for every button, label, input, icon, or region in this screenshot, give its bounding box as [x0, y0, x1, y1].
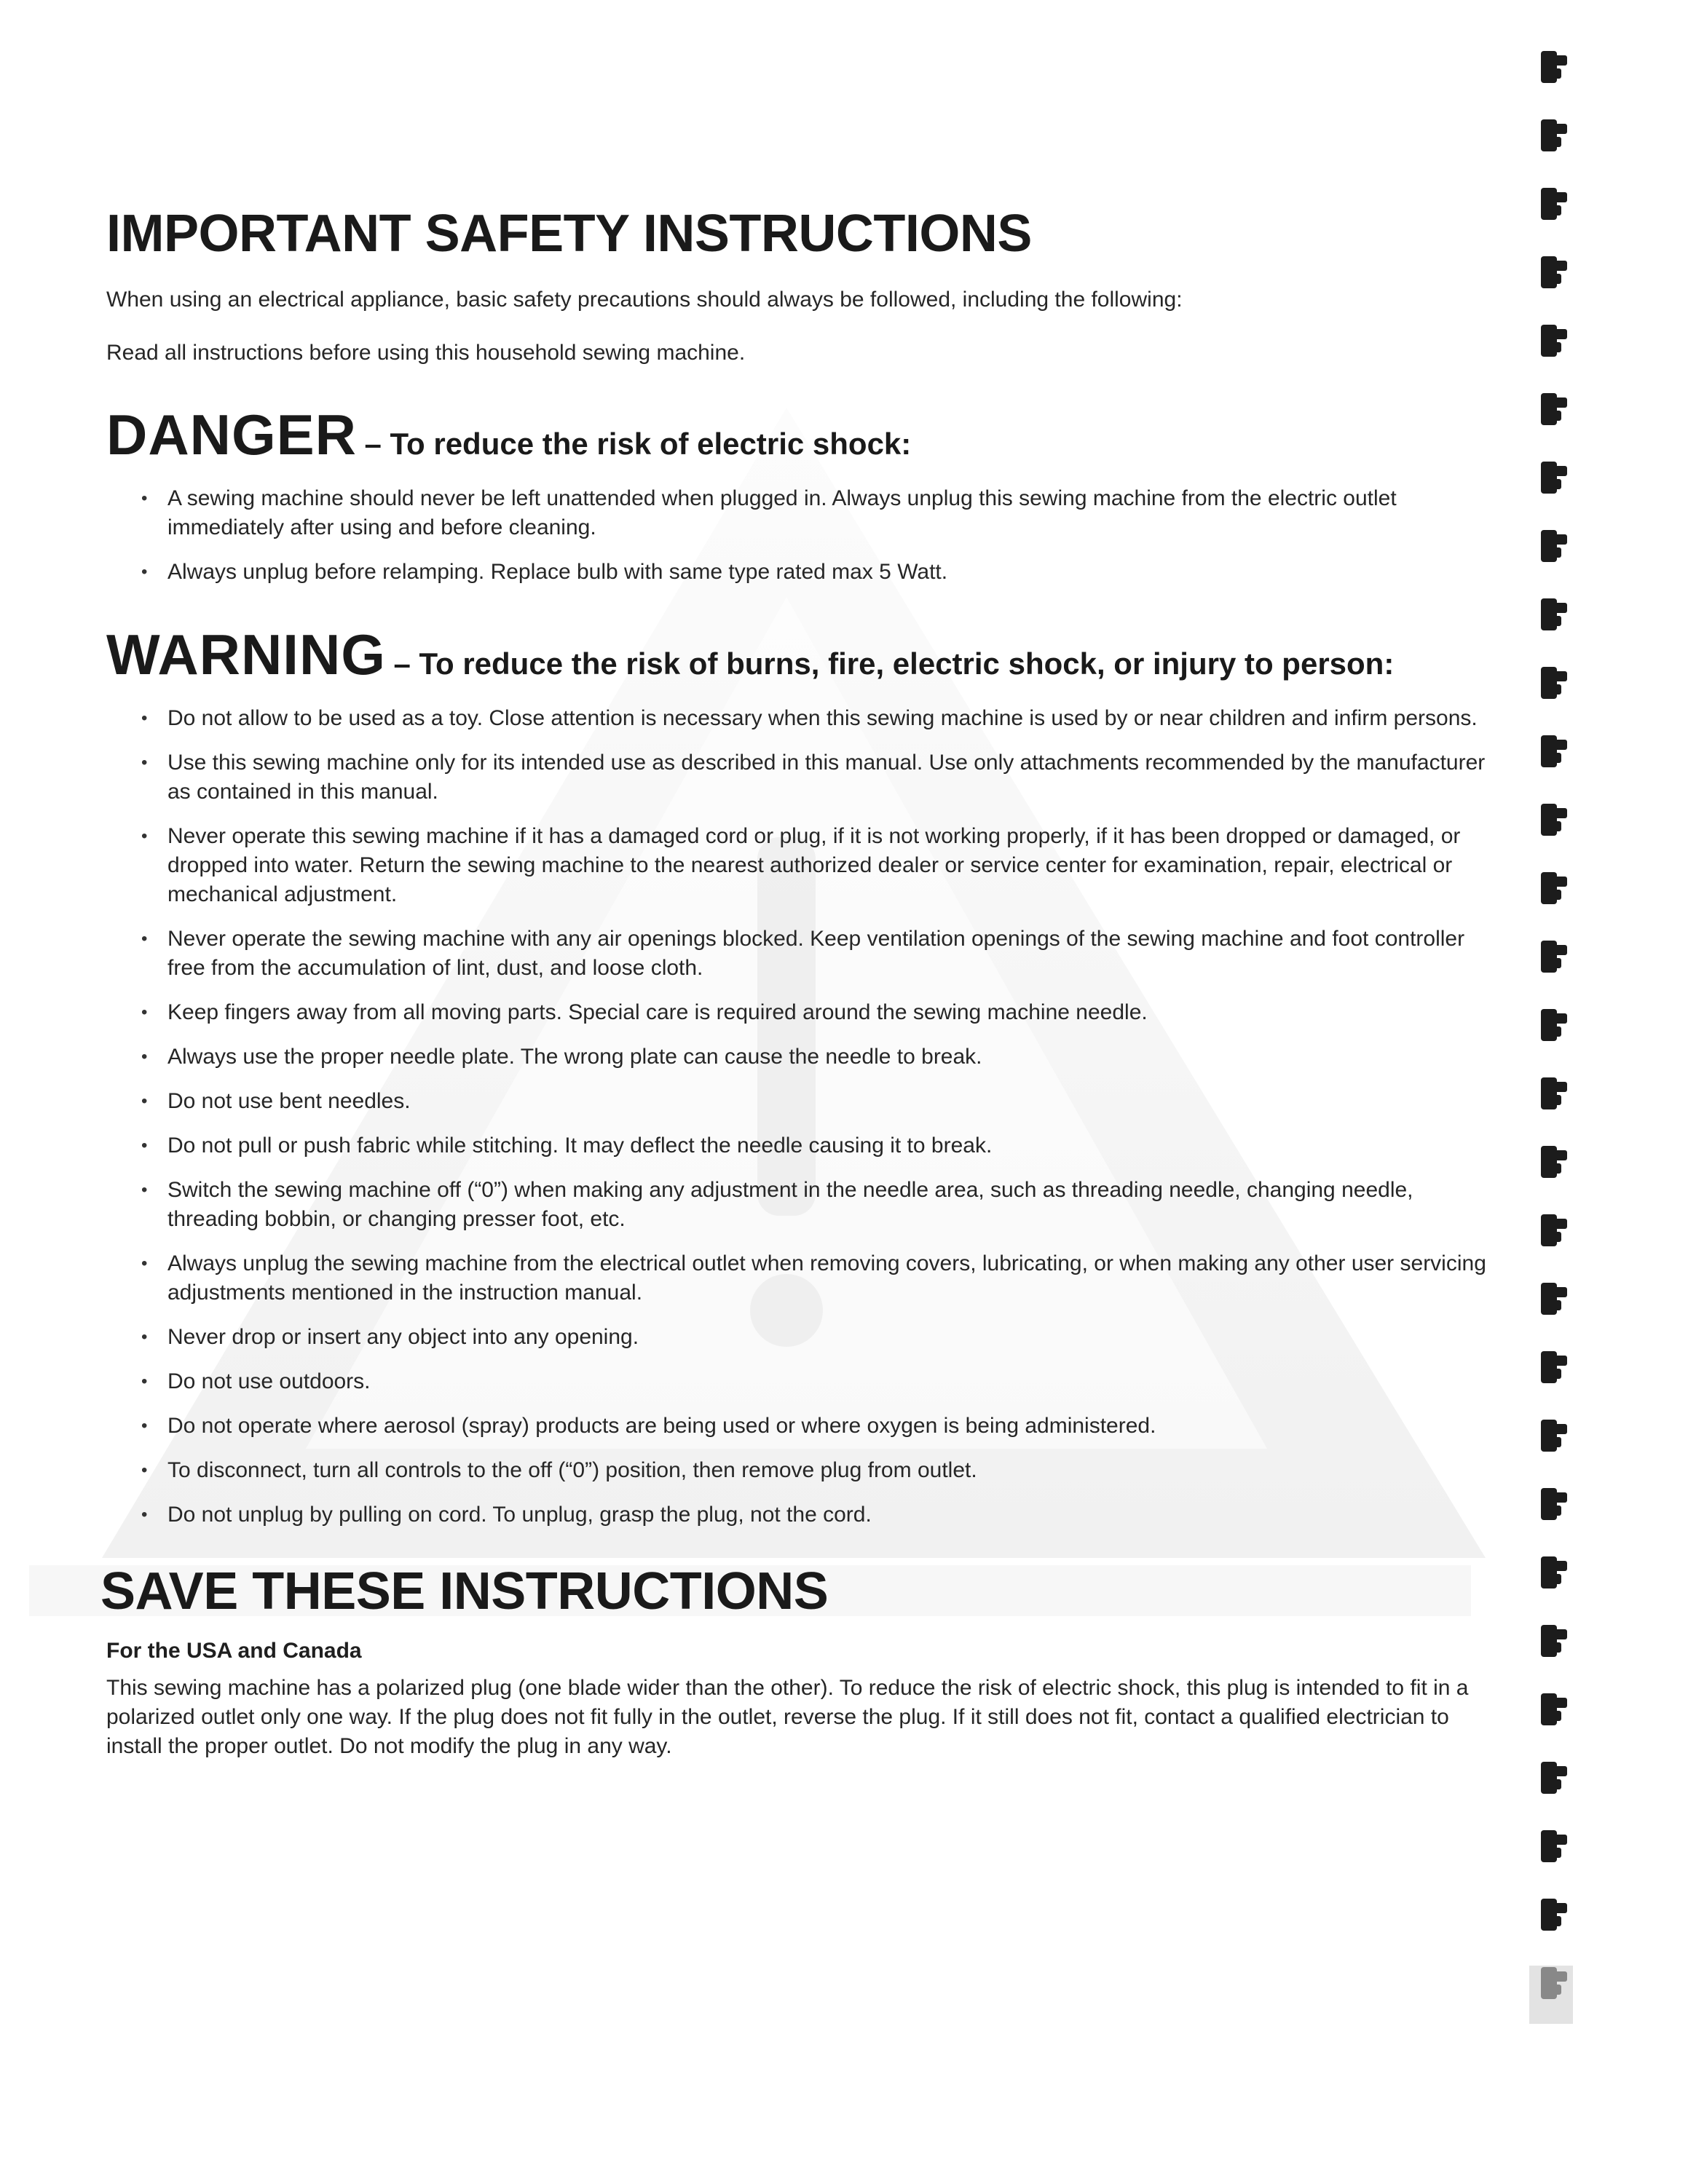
- binding-ring: [1541, 462, 1567, 494]
- list-item: • Switch the sewing machine off (“0”) when making any adjustment in the needle area, such as threading needle, changing needle, threading bobbin, or changing presser foot, etc.: [141, 1176, 1490, 1234]
- binding-shadow: [1529, 1966, 1573, 2024]
- binding-ring: [1541, 51, 1567, 83]
- binding-ring: [1541, 1556, 1567, 1588]
- warning-heading: [106, 622, 1490, 688]
- binding-ring: [1541, 1625, 1567, 1657]
- list-item: • Always unplug before relamping. Replace bulb with same type rated max 5 Watt.: [141, 558, 1490, 587]
- binding-ring: [1541, 804, 1567, 836]
- binding-ring: [1541, 1146, 1567, 1178]
- binding-ring: [1541, 188, 1567, 220]
- binding-ring: [1541, 530, 1567, 562]
- list-item: • Do not allow to be used as a toy. Close attention is necessary when this sewing machine is used by or near children and infirm persons.: [141, 704, 1490, 733]
- warning-word: WARNING: [106, 622, 386, 687]
- binding-ring: [1541, 941, 1567, 973]
- list-item: • Do not pull or push fabric while stitching. It may deflect the needle causing it to break.: [141, 1131, 1490, 1160]
- warning-list: [106, 704, 1490, 1530]
- list-item: • Never operate the sewing machine with any air openings blocked. Keep ventilation openings of the sewing machine and foot controller free from the accumulation of lint, dust, and loose cloth.: [141, 925, 1490, 983]
- list-item: • Use this sewing machine only for its intended use as described in this manual. Use only attachments recommended by the manufacturer as contained in this manual.: [141, 748, 1490, 807]
- binding-ring: [1541, 119, 1567, 151]
- binding-ring: [1541, 735, 1567, 767]
- list-item: • Keep fingers away from all moving parts. Special care is required around the sewing machine needle.: [141, 998, 1490, 1027]
- binding-ring: [1541, 872, 1567, 904]
- warning-description: – To reduce the risk of burns, fire, electric shock, or injury to person:: [393, 646, 1395, 681]
- danger-word: DANGER: [106, 403, 358, 467]
- danger-list: [106, 484, 1490, 587]
- binding-ring: [1541, 393, 1567, 425]
- spiral-binding: [1529, 0, 1688, 2184]
- binding-ring: [1541, 1351, 1567, 1383]
- danger-description: – To reduce the risk of electric shock:: [364, 427, 912, 461]
- list-item: • Always use the proper needle plate. The wrong plate can cause the needle to break.: [141, 1042, 1490, 1072]
- list-item: • Never drop or insert any object into any opening.: [141, 1323, 1490, 1352]
- list-item: • A sewing machine should never be left unattended when plugged in. Always unplug this sewing machine from the electric outlet immediately after using and before cleaning.: [141, 484, 1490, 542]
- binding-ring: [1541, 1762, 1567, 1794]
- list-item: • Do not operate where aerosol (spray) products are being used or where oxygen is being administered.: [141, 1412, 1490, 1441]
- binding-ring: [1541, 1488, 1567, 1520]
- region-label: For the USA and Canada: [106, 1639, 362, 1663]
- list-item: • Always unplug the sewing machine from the electrical outlet when removing covers, lubricating, or when making any other user servicing adjustments mentioned in the instruction manual.: [141, 1249, 1490, 1307]
- binding-ring: [1541, 1899, 1567, 1931]
- binding-ring: [1541, 1830, 1567, 1862]
- polarized-plug-text: This sewing machine has a polarized plug (one blade wider than the other). To reduce the risk of electric shock, this plug is intended to fit in a polarized outlet only one way. If the plug does not fit fully in the outlet, reverse the plug. If it still does not fit, contact a qualified electrician to install the proper outlet. Do not modify the plug in any way.: [106, 1676, 1469, 1758]
- intro-text: Read all instructions before using this household sewing machine.: [106, 341, 746, 365]
- binding-ring: [1541, 1420, 1567, 1452]
- binding-ring: [1541, 598, 1567, 630]
- binding-ring: [1541, 256, 1567, 288]
- binding-ring: [1541, 1283, 1567, 1315]
- intro-text: When using an electrical appliance, basic safety precautions should always be followed, including the following:: [106, 288, 1183, 312]
- list-item: • Do not use outdoors.: [141, 1367, 1490, 1396]
- page-title: IMPORTANT SAFETY INSTRUCTIONS: [106, 205, 1032, 263]
- save-instructions-title: SAVE THESE INSTRUCTIONS: [100, 1562, 829, 1621]
- binding-ring: [1541, 1214, 1567, 1246]
- list-item: • Never operate this sewing machine if it has a damaged cord or plug, if it is not working properly, if it has been dropped or damaged, or dropped into water. Return the sewing machine to the nearest authorized dealer or service center for examination, repair, electrical or mechanical adjustment.: [141, 822, 1490, 909]
- danger-heading: [106, 402, 1490, 468]
- binding-ring: [1541, 1009, 1567, 1041]
- binding-ring: [1541, 1077, 1567, 1109]
- binding-ring: [1541, 667, 1567, 699]
- list-item: • To disconnect, turn all controls to the off (“0”) position, then remove plug from outlet.: [141, 1456, 1490, 1485]
- binding-ring: [1541, 325, 1567, 357]
- binding-ring: [1541, 1693, 1567, 1725]
- list-item: • Do not use bent needles.: [141, 1087, 1490, 1116]
- list-item: • Do not unplug by pulling on cord. To unplug, grasp the plug, not the cord.: [141, 1500, 1490, 1530]
- page-content: [100, 204, 1490, 1761]
